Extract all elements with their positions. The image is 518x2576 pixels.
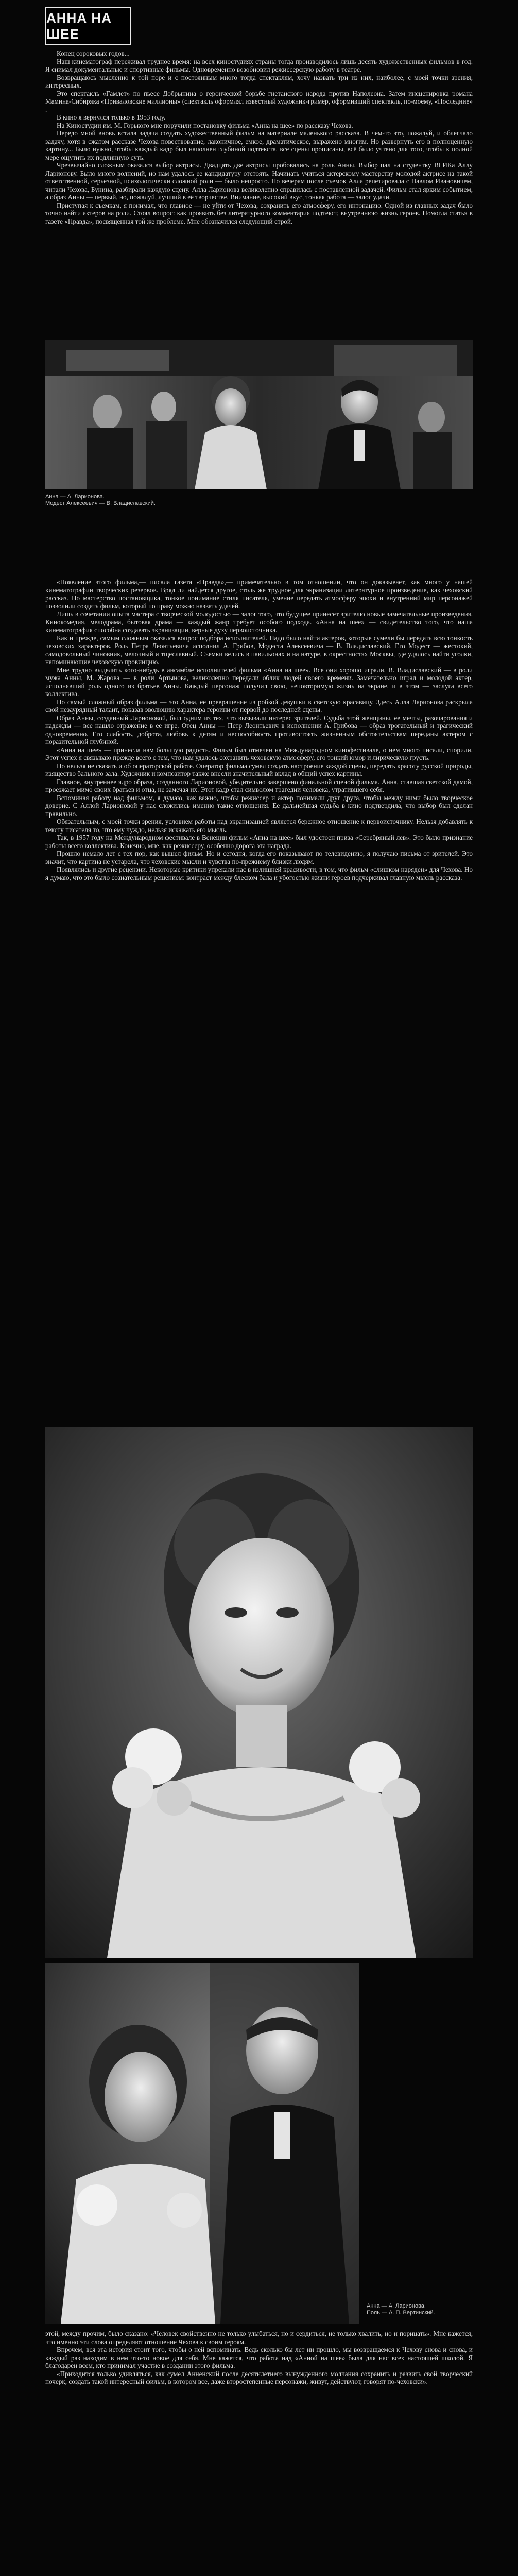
article-text-section-1 (45, 49, 473, 225)
article-title: АННА НА ШЕЕ (46, 10, 112, 42)
paragraph: Но нельзя не сказать и об операторской работе. Оператор фильма сумел создать настроение каждой сцены, передать красоту русской природы, изящество бального зала. Художник и композитор также внесли значительный вклад в общий успех картины. (45, 761, 473, 777)
article-text-section-3 (45, 2330, 473, 2386)
paragraph: «Приходится только удивляться, как сумел Анненский после десятилетнего вынужденного молчания сохранить и развить свой творческий почерк, создать такой интересный фильм, в котором все, даже второстепенные персонажи, живут, действуют, говорят по-чеховски». (45, 2369, 473, 2385)
paragraph: Это спектакль «Гамлет» по пьесе Добрынина о героической борьбе гнетанского народа против Наполеона. Затем инсценировка романа Мамина-Сибиряка «Приваловские миллионы» (спектакль оформлял известный художник-гримёр, оформивший спектакль, по-моему, «Последние» . (45, 89, 473, 113)
photo-anna-portrait (45, 1427, 473, 1958)
photo-anna-modest-image (45, 340, 473, 489)
paragraph: Наш кинематограф переживал трудное время: на всех киностудиях страны тогда производилось лишь десять художественных фильмов в год. Я снимал документальные и спортивные фильмы. Одновременно возобновил режиссерскую работу в театре. (45, 57, 473, 73)
paragraph: В кино я вернулся только в 1953 году. (57, 113, 166, 121)
paragraph: Возвращаюсь мысленно к той поре и с постоянным много тогда спектаклям, хочу назвать три из них, наиболее, с моей точки зрения, интересных. (45, 73, 473, 89)
paragraph: Чрезвычайно сложным оказался выбор актрисы. Двадцать две актрисы пробовались на роль Анны. Выбор пал на студентку ВГИКа Аллу Ларионову. Было много волнений, но нам удалось ее кандидатуру отстоять. Начинать учиться актерскому мастерству молодой актрисе на такой ответственной, серьезной, психологически сложной роли — было непросто. По вечерам после съемок Алла репетировала с Павлом Ивановичем, читали Чехова, Бунина, разбирали каждую сцену. Алла Ларионова великолепно справилась с поставленной задачей. Фильм стал ярким событием, а образ Анны — первый, но, пожалуй, лучший в её творчестве. Внимание, высокий вкус, тонкая работа — залог удачи. (45, 161, 473, 201)
paragraph: Как и прежде, самым сложным оказался вопрос подбора исполнителей. Надо было найти актеров, которые сумели бы передать всю тонкость чеховских характеров. Роль Петра Леонтьевича исполнил А. Грибов, Модеста Алексеевича — В. Владиславский. Его Модест — жестокий, самодовольный чиновник, мелочный и тщеславный. Съемки велись в павильонах и на натуре, в окрестностях Москвы, где удалось найти уголки, напоминающие чеховскую провинцию. (45, 634, 473, 666)
paragraph: Главное, внутреннее ядро образа, созданного Ларионовой, убедительно завершено финальной сценой фильма. Анна, ставшая светской дамой, проезжает мимо своих братьев и отца, не замечая их. Этот кадр стал символом трагедии человека, утратившего себя. (45, 777, 473, 793)
photo-anna-modest (45, 340, 473, 489)
paragraph: Конец сороковых годов... (57, 49, 130, 57)
paragraph: этой, между прочим, было сказано: «Человек свойственно не только улыбаться, но и сердиться, не только хвалить, но и порицать». Мне кажется, что именно эти слова определяют отношение Чехова к своим героям. (45, 2330, 473, 2346)
paragraph: Передо мной вновь встала задача создать художественный фильм на материале маленького рассказа. В чем-то это, пожалуй, и облегчало задачу, хотя в сжатом рассказе Чехова повествование, лаконичное, емкое, драматическое, выражено многим. Но развернуть его в полноценную картину... Было нужно, чтобы каждый кадр был наполнен глубиной подтекста, все сцены прописаны, всё было учтено для того, чтобы к полной мере ощутить их подлинную суть. (45, 129, 473, 161)
paragraph: Но самый сложный образ фильма — это Анна, ее превращение из робкой девушки в светскую красавицу. Здесь Алла Ларионова раскрыла свой незаурядный талант, показав эволюцию характера героини от первой до последней сцены. (45, 698, 473, 714)
paragraph: Впрочем, вся эта история стоит того, чтобы о ней вспоминать. Ведь сколько бы лет ни прошло, мы возвращаемся к Чехову снова и снова, и каждый раз находим в нем что-то новое для себя. Мне кажется, что работа над «Анной на шее» была для нас всех настоящей школой. Я благодарен всем, кто принимал участие в создании этого фильма. (45, 2346, 473, 2369)
photo-caption-1: Анна — А. Ларионова. Модест Алексеевич — В. Владиславский. (45, 494, 156, 506)
paragraph: Так, в 1957 году на Международном фестивале в Венеции фильм «Анна на шее» был удостоен приза «Серебряный лев». Это было признание работы всего коллектива. Конечно, мне, как режиссеру, особенно дорога эта награда. (45, 834, 473, 850)
paragraph: Вспоминая работу над фильмом, я думаю, как важно, чтобы режиссер и актер понимали друг друга, чтобы между ними было творческое доверие. С Аллой Ларионовой у нас сложились именно такие отношения. Ее дальнейшая судьба в кино подтвердила, что выбор был сделан правильно. (45, 793, 473, 818)
paragraph: Образ Анны, созданный Ларионовой, был одним из тех, что вызывали интерес зрителей. Судьба этой женщины, ее мечты, разочарования и надежды — все нашло отражение в ее игре. Отец Анны — Петр Леонтьевич в исполнении А. Грибова — образ трогательный и трагический одновременно. Его слабость, доброта, любовь к детям и неспособность противостоять жизненным обстоятельствам переданы актером с поразительной глубиной. (45, 714, 473, 745)
photo-caption-2: Анна — А. Ларионова. Поль — А. П. Вертинский. (367, 2303, 435, 2316)
photo-anna-pol-image (45, 1963, 359, 2324)
photo-anna-pol (45, 1963, 359, 2324)
paragraph: На Киностудии им. М. Горького мне поручили постановку фильма «Анна на шее» по рассказу Чехова. (57, 121, 353, 129)
paragraph: «Анна на шее» — принесла нам большую радость. Фильм был отмечен на Международном кинофестивале, о нем много писали, спорили. Этот успех я связываю прежде всего с тем, что нам удалось сохранить чеховскую атмосферу, его тонкий юмор и лирическую грусть. (45, 745, 473, 761)
article-text-section-2 (45, 578, 473, 882)
paragraph: Приступая к съемкам, я понимал, что главное — не уйти от Чехова, сохранить его атмосферу, его интонацию. Одной из главных задач было точно найти актеров на роли. Стоял вопрос: как проявить без литературного комментария подтекст, внутреннюю жизнь героев. Помогла статья в газете «Правда», посвященная той же проблеме. Мне обозначился следующий строй. (45, 201, 473, 225)
paragraph: Лишь в сочетании опыта мастера с творческой молодостью — залог того, что будущее принесет зрителю новые замечательные произведения. Кинокомедия, мелодрама, бытовая драма — каждый жанр требует особого подхода. «Анна на шее» — свидетельство того, что наша кинематография способна создавать экранизации, верные духу первоисточника. (45, 610, 473, 634)
paragraph: Обязательным, с моей точки зрения, условием работы над экранизацией является бережное отношение к первоисточнику. Нельзя добавлять к тексту писателя то, что ему чуждо, нельзя искажать его мысль. (45, 818, 473, 834)
title-box (45, 7, 131, 45)
paragraph: Появлялись и другие рецензии. Некоторые критики упрекали нас в излишней красивости, в том, что фильм «слишком наряден» для Чехова. Но я думаю, что это было сознательным решением: контраст между блеском бала и убогостью жизни героев подчеркивал главную мысль рассказа. (45, 866, 473, 882)
paragraph: Мне трудно выделить кого-нибудь в ансамбле исполнителей фильма «Анна на шее». Все они хорошо играли. В. Владиславский — в роли мужа Анны, М. Жарова — в роли Артынова, великолепно передали облик людей своего времени. Замечательно играл и молодой актер, исполнявший роль одного из братьев Анны. Каждый персонаж получил свою, неповторимую жизнь на экране, и в этом — заслуга всего коллектива. (45, 666, 473, 698)
photo-anna-portrait-image (45, 1427, 473, 1958)
paragraph: Прошло немало лет с тех пор, как вышел фильм. Но и сегодня, когда его показывают по телевидению, я получаю письма от зрителей. Это значит, что картина не устарела, что чеховские мысли и чувства по-прежнему близки людям. (45, 850, 473, 866)
paragraph: «Появление этого фильма,— писала газета «Правда»,— примечательно в том отношении, что он доказывает, как много у нашей кинематографии творческих резервов. Вряд ли найдется другое, столь же трудное для экранизации литературное произведение, как чеховский рассказ. Но мастерство постановщика, тонкое понимание стиля писателя, умение передать атмосферу эпохи и внутренний мир персонажей позволили создать фильм, который по праву можно назвать удачей. (45, 578, 473, 610)
